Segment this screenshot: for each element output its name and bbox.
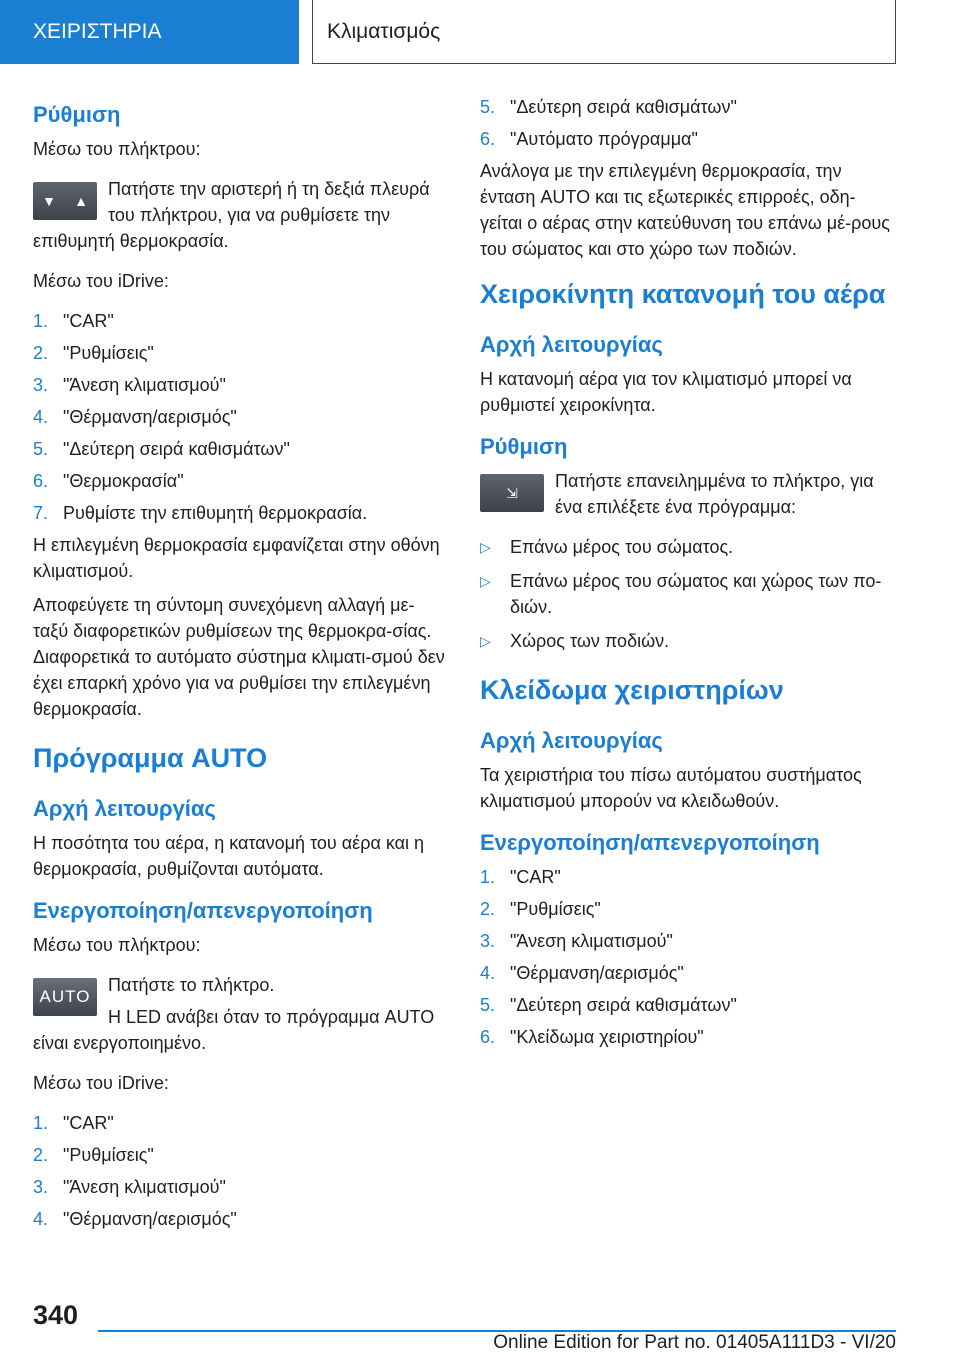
list-item: 2. "Ρυθμίσεις" [480, 899, 601, 919]
heading-principle-2: Αρχή λειτουργίας [480, 728, 663, 753]
list-item: 5. "Δεύτερη σειρά καθισμάτων" [480, 995, 737, 1015]
list-item: 3. "Άνεση κλιματισμού" [33, 1177, 226, 1197]
list-item: 6. "Θερμοκρασία" [33, 471, 184, 491]
auto-button-block [33, 972, 445, 1056]
air-distribution-block [480, 468, 896, 520]
principle-text: Η ποσότητα του αέρα, η κατανομή του αέρα και η θερμοκρασία, ρυθμίζονται αυτόματα. [33, 833, 425, 879]
idrive-steps-continued [480, 94, 896, 152]
heading-on-off: Ενεργοποίηση/απενεργοποίηση [33, 898, 373, 923]
list-item: 7. Ρυθμίστε την επιθυμητή θερμοκρασία. [33, 503, 368, 523]
via-idrive-label-2: Μέσω του iDrive: [33, 1073, 169, 1093]
press-repeat-text: Πατήστε επανειλημμένα το πλήκτρο, για ένα επιλέξετε ένα πρόγραμμα: [555, 471, 874, 517]
led-text: Η LED ανάβει όταν το πρόγραμμα AUTO είναι ενεργοποιημένο. [33, 1007, 435, 1053]
auto-button-icon: AUTO [33, 978, 97, 1016]
list-item: 1. "CAR" [33, 1113, 114, 1133]
manual-text: Η κατανομή αέρα για τον κλιματισμό μπορεί να ρυθμιστεί χειροκίνητα. [480, 369, 852, 415]
triangle-bullet-icon: ▷ [480, 539, 491, 555]
display-text: Η επιλεγμένη θερμοκρασία εμφανίζεται στην οθόνη κλιματισμού. [33, 535, 440, 581]
heading-manual-distribution: Χειροκίνητη κατανομή του αέρα [480, 279, 886, 309]
list-item: 4. "Θέρμανση/αερισμός" [33, 407, 237, 427]
heading-on-off: Ενεργοποίηση/απενεργοποίηση [480, 830, 820, 855]
list-item: 6. "Αυτόματο πρόγραμμα" [480, 129, 698, 149]
via-button-label-2: Μέσω του πλήκτρου: [33, 935, 201, 955]
via-idrive-label: Μέσω του iDrive: [33, 271, 169, 291]
list-item: 1. "CAR" [480, 867, 561, 887]
list-item: 1. "CAR" [33, 311, 114, 331]
triangle-bullet-icon: ▷ [480, 633, 491, 649]
auto-description: Ανάλογα με την επιλεγμένη θερμοκρασία, την ένταση AUTO και τις εξωτερικές επιρροές, οδη-γείται ο αέρας στην κατεύθυνση του επάνω μέ-ρους του σώματος και στο χώρο των ποδιών. [480, 161, 890, 259]
edition-text: Online Edition for Part no. 01405A111D3 - VI/20 [493, 1332, 896, 1353]
heading-principle: Αρχή λειτουργίας [480, 332, 663, 357]
list-item: 3. "Άνεση κλιματισμού" [480, 931, 673, 951]
list-item: 6. "Κλείδωμα χειριστηρίου" [480, 1027, 704, 1047]
avoid-text: Αποφεύγετε τη σύντομη συνεχόμενη αλλαγή με-ταξύ διαφορετικών ρυθμίσεων της θερμοκρα-σίας. Διαφορετικά το αυτόματο σύστημα κλιματι-σμού δεν έχει επαρκή χρόνο για να ρυθμίσει την επιλεγμένη θερμοκρασία. [33, 595, 445, 719]
list-item: 5. "Δεύτερη σειρά καθισμάτων" [33, 439, 290, 459]
list-item: 4. "Θέρμανση/αερισμός" [480, 963, 684, 983]
heading-auto-program: Πρόγραμμα AUTO [33, 743, 268, 773]
list-item: 2. "Ρυθμίσεις" [33, 343, 154, 363]
left-column [33, 94, 445, 1238]
air-distribution-icon: ⇲ [480, 474, 544, 512]
list-item: 4. "Θέρμανση/αερισμός" [33, 1209, 237, 1229]
list-item: ▷ Επάνω μέρος του σώματος και χώρος των πο-διών. [480, 568, 896, 620]
triangle-bullet-icon: ▷ [480, 573, 491, 589]
right-column [480, 94, 896, 1056]
heading-principle: Αρχή λειτουργίας [33, 796, 216, 821]
distribution-options [480, 534, 896, 654]
list-item: ▷ Χώρος των ποδιών. [480, 628, 896, 654]
temperature-rocker-icon: ▼ ▲ [33, 182, 97, 220]
heading-setting: Ρύθμιση [33, 102, 121, 127]
idrive-steps [33, 308, 445, 526]
via-button-label: Μέσω του πλήκτρου: [33, 139, 201, 159]
heading-setting: Ρύθμιση [480, 434, 568, 459]
rocker-text: Πατήστε την αριστερή ή τη δεξιά πλευρά του πλήκτρου, για να ρυθμίσετε την επιθυμητή θερμοκρασία. [33, 179, 430, 251]
lock-steps [480, 864, 896, 1050]
idrive-steps-2 [33, 1110, 445, 1232]
list-item: 3. "Άνεση κλιματισμού" [33, 375, 226, 395]
page-number: 340 [33, 1300, 79, 1330]
list-item: 2. "Ρυθμίσεις" [33, 1145, 154, 1165]
section-tab: ΧΕΙΡΙΣΤΗΡΙΑ [0, 0, 299, 64]
press-button-text: Πατήστε το πλήκτρο. [108, 975, 275, 995]
heading-lock-controls: Κλείδωμα χειριστηρίων [480, 675, 784, 705]
list-item: ▷ Επάνω μέρος του σώματος. [480, 534, 896, 560]
rocker-button-block [33, 176, 445, 254]
chapter-title: Κλιματισμός [312, 0, 896, 64]
list-item: 5. "Δεύτερη σειρά καθισμάτων" [480, 97, 737, 117]
lock-text: Τα χειριστήρια του πίσω αυτόματου συστήματος κλιματισμού μπορούν να κλειδωθούν. [480, 765, 862, 811]
